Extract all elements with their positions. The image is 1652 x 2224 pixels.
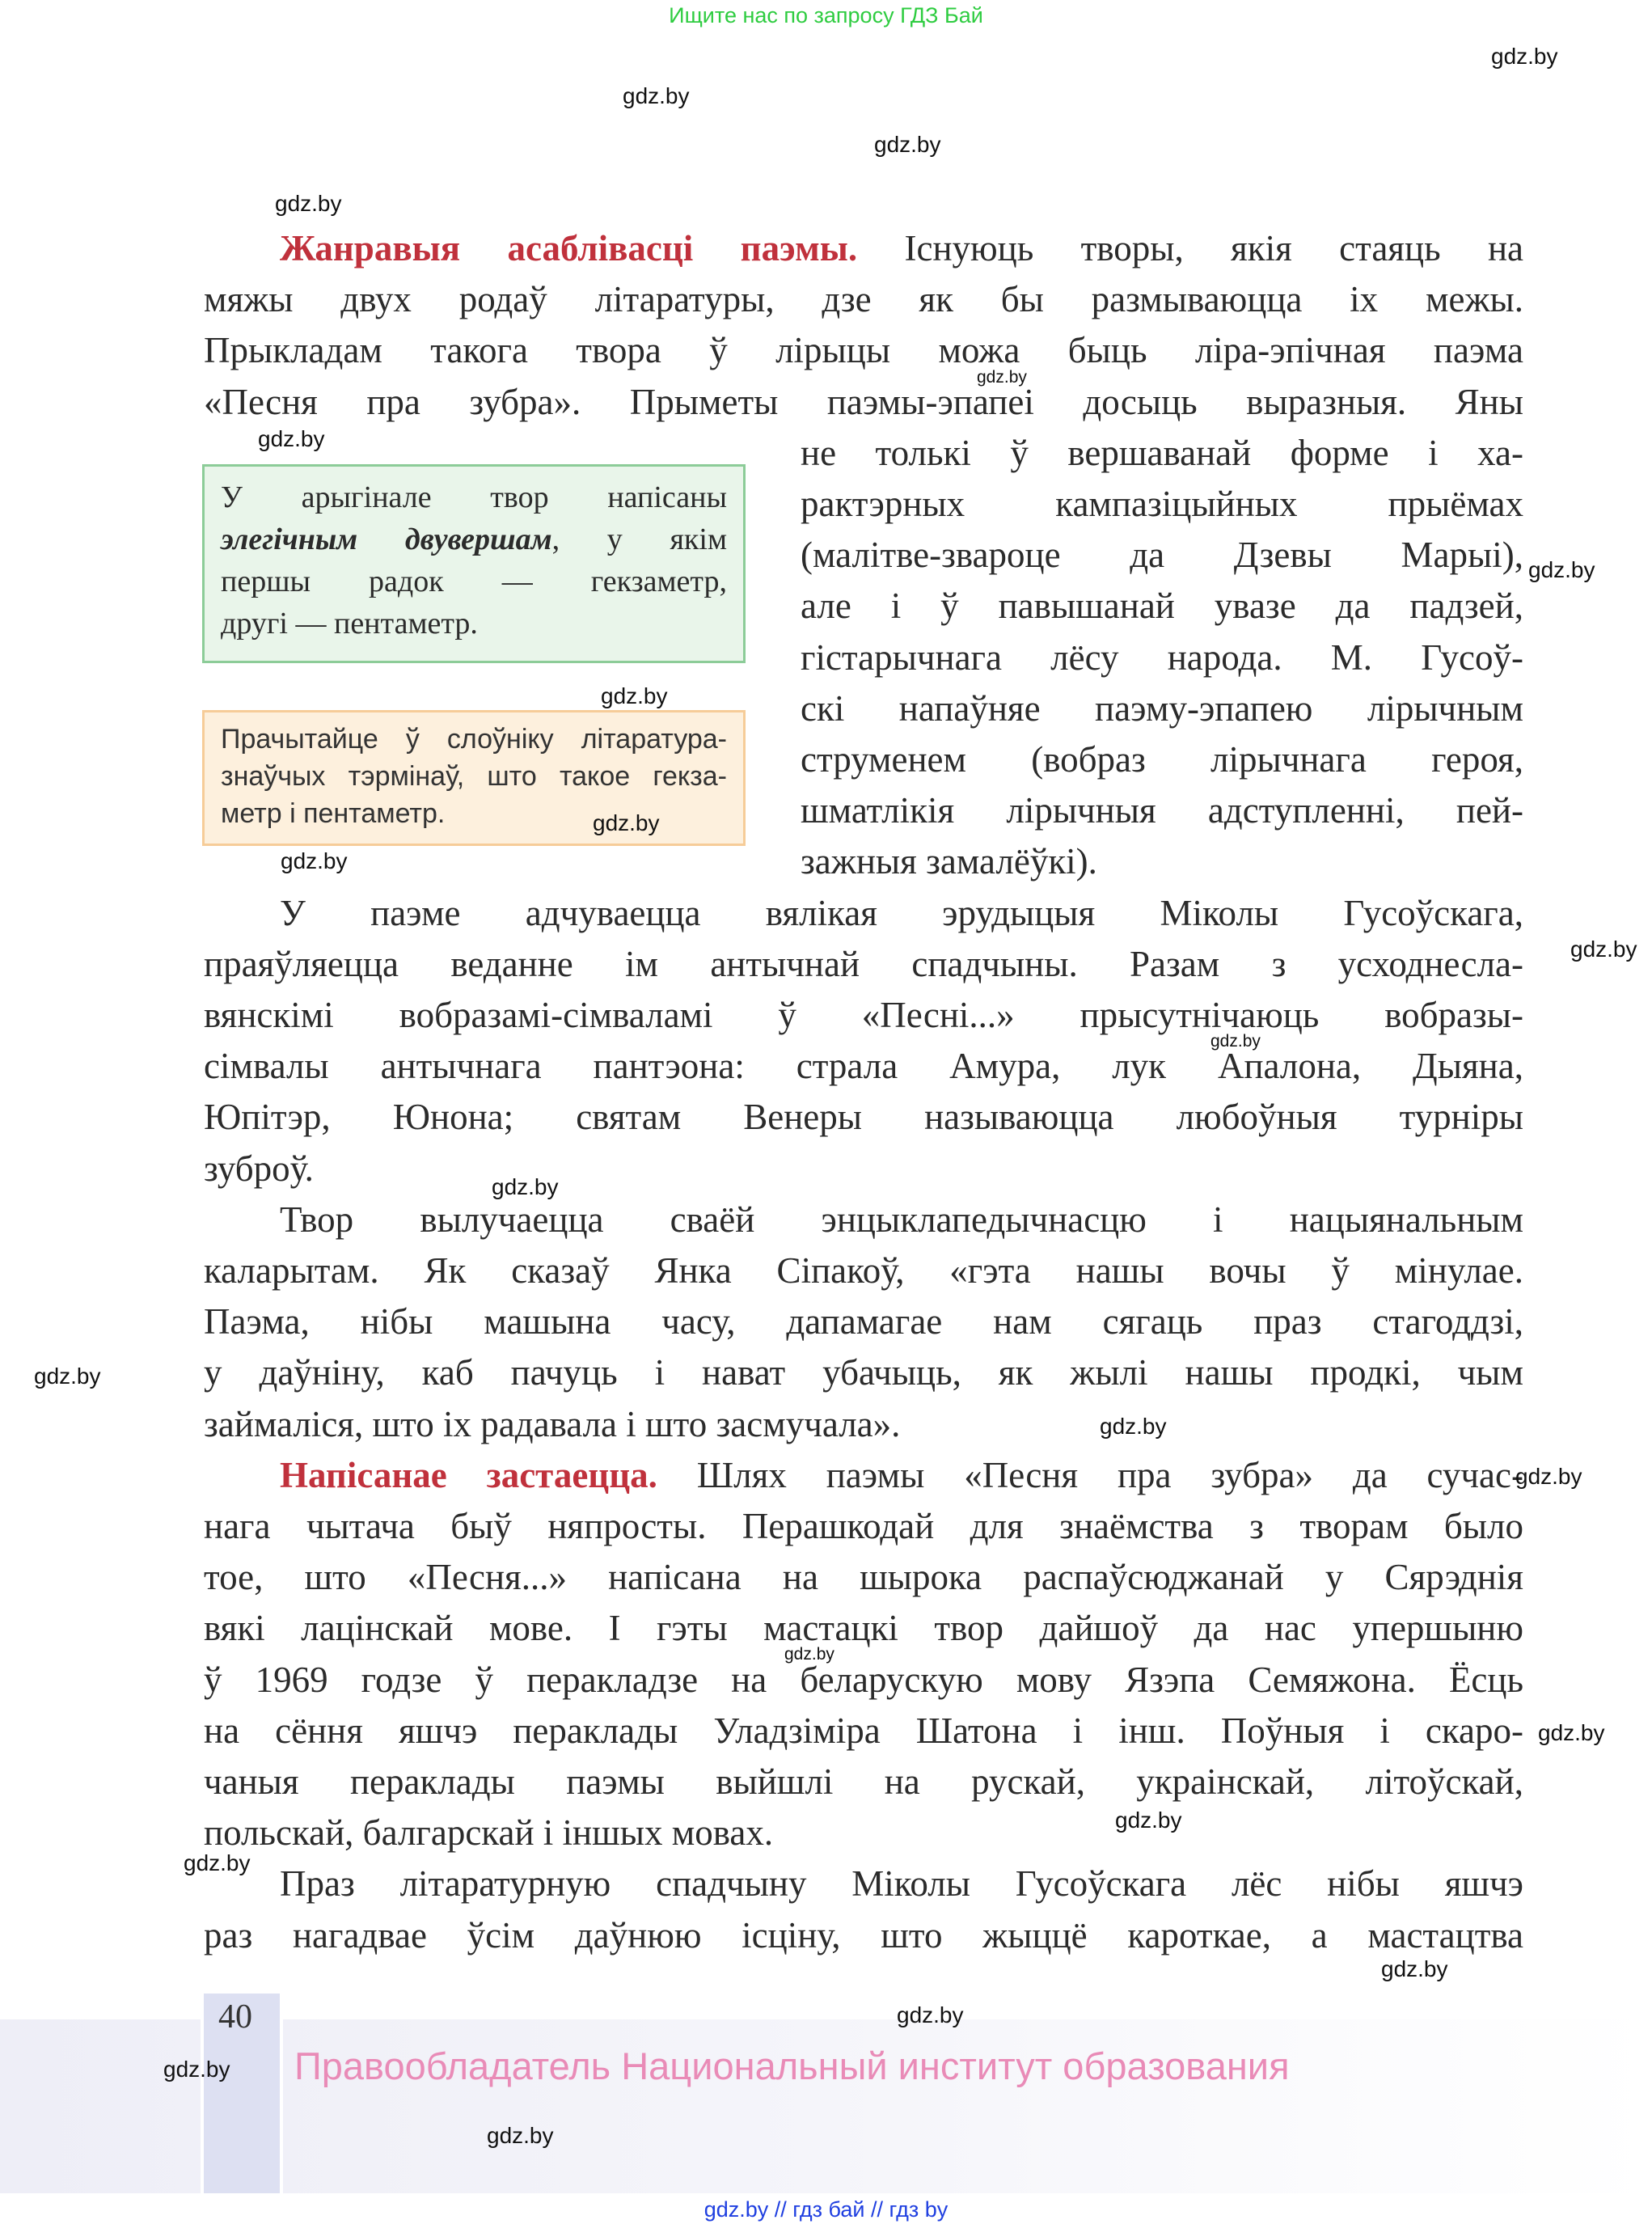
body-line xyxy=(801,632,1523,683)
body-line xyxy=(801,479,1523,530)
body-line xyxy=(801,836,1523,887)
watermark: gdz.by xyxy=(1210,1032,1261,1051)
watermark: gdz.by xyxy=(163,2057,230,2082)
body-line-text: шматлікія лірычныя адступленні, пей- xyxy=(801,790,1523,831)
body-line-text: струменем (вобраз лірычнага героя, xyxy=(801,739,1523,780)
body-line-text: рактэрных кампазіцыйных прыёмах xyxy=(801,484,1523,524)
body-line xyxy=(204,1245,1523,1296)
watermark: gdz.by xyxy=(487,2123,554,2148)
body-line xyxy=(204,1706,1523,1757)
body-line-text: Існуюць творы, якія стаяць на xyxy=(857,228,1524,268)
body-line xyxy=(280,1450,1523,1501)
watermark: gdz.by xyxy=(1528,557,1595,582)
task-line: знаўчых тэрмінаў, што такое гекза- xyxy=(221,761,727,792)
note-line xyxy=(221,518,727,560)
body-line-text: чаныя пераклады паэмы выйшлі на рускай, украінскай, літоўскай, xyxy=(204,1761,1523,1802)
watermark: gdz.by xyxy=(1100,1414,1167,1439)
body-line xyxy=(801,683,1523,734)
body-line xyxy=(204,1092,1523,1143)
body-line-text: займаліся, што іх радавала і што засмучала». xyxy=(204,1403,901,1444)
task-box xyxy=(202,710,746,846)
body-line xyxy=(204,1655,1523,1706)
body-line xyxy=(204,1552,1523,1603)
note-line: другі — пентаметр. xyxy=(221,607,478,641)
body-line-text: нага чытача быў няпросты. Перашкодай для знаёмства з творам было xyxy=(204,1506,1523,1546)
watermark: gdz.by xyxy=(1491,44,1558,69)
search-hint-link[interactable]: Ищите нас по запросу ГДЗ Бай xyxy=(669,3,983,27)
body-line-text: зуброў. xyxy=(204,1148,314,1189)
section-heading: Напісанае застаецца. xyxy=(280,1454,657,1495)
watermark: gdz.by xyxy=(34,1364,101,1389)
note-box xyxy=(202,464,746,663)
body-line-text: праяўляецца веданне ім антычнай спадчыны. Разам з усходнесла- xyxy=(204,943,1523,984)
watermark: gdz.by xyxy=(784,1645,834,1664)
watermark: gdz.by xyxy=(184,1850,251,1875)
copyright-notice: Правообладатель Национальный институт образования xyxy=(294,2044,1290,2087)
note-line: У арыгінале твор напісаны xyxy=(221,480,727,514)
body-line-text: вянскімі вобразамі-сімваламі ў «Песні...» прысутнічаюць вобразы- xyxy=(204,995,1523,1035)
body-line-text: Праз літаратурную спадчыну Міколы Гусоўскага лёс нібы яшчэ xyxy=(280,1863,1523,1905)
body-line-text: гістарычнага лёсу народа. М. Гусоў- xyxy=(801,636,1523,678)
body-line-text: тое, што «Песня...» напісана на шырока распаўсюджанай у Сярэднія xyxy=(204,1557,1523,1598)
note-term: элегічным двувершам xyxy=(221,522,552,556)
watermark: gdz.by xyxy=(601,683,668,708)
note-line: першы радок — гекзаметр, xyxy=(221,564,727,598)
body-line-text: У паэме адчуваецца вялікая эрудыцыя Міколы Гусоўскага, xyxy=(280,892,1523,933)
body-line xyxy=(204,1910,1523,1961)
body-line-text: вякі лацінскай мове. І гэты мастацкі твор дайшоў да нас упершыню xyxy=(204,1608,1523,1649)
body-line xyxy=(280,1194,1523,1245)
page-number: 40 xyxy=(218,1998,252,2036)
body-line xyxy=(204,1757,1523,1808)
body-line-text: у даўніну, каб пачуць і нават убачыць, як жылі нашы продкі, чым xyxy=(204,1352,1523,1393)
body-line-text: Паэма, нібы машына часу, дапамагае нам сягаць праз стагоддзі, xyxy=(204,1301,1523,1342)
body-line-text: скі напаўняе паэму-эпапею лірычным xyxy=(801,687,1523,729)
body-line-text: не толькі ў вершаванай форме і ха- xyxy=(801,432,1523,473)
watermark: gdz.by xyxy=(977,368,1027,387)
watermark: gdz.by xyxy=(1115,1808,1182,1833)
watermark: gdz.by xyxy=(1515,1464,1582,1489)
watermark: gdz.by xyxy=(623,83,690,108)
watermark: gdz.by xyxy=(492,1174,559,1199)
body-line xyxy=(204,1041,1523,1092)
body-line xyxy=(204,377,1523,428)
body-line xyxy=(204,1296,1523,1347)
task-line: Прачытайце ў слоўніку літаратура- xyxy=(221,724,727,755)
body-line xyxy=(204,325,1523,376)
task-line: метр і пентаметр. xyxy=(221,798,446,829)
watermark: gdz.by xyxy=(281,848,348,873)
body-line xyxy=(280,223,1523,274)
body-line xyxy=(801,581,1523,632)
body-line-text: на сёння яшчэ пераклады Уладзіміра Шатона і інш. Поўныя і скаро- xyxy=(204,1710,1523,1751)
body-line xyxy=(280,1858,1523,1909)
body-line-text: Юпітэр, Юнона; святам Венеры называюцца любоўныя турніры xyxy=(204,1097,1523,1138)
body-line-text: каларытам. Як сказаў Янка Сіпакоў, «гэта нашы вочы ў мінулае. xyxy=(204,1250,1523,1291)
watermark: gdz.by xyxy=(1538,1720,1605,1745)
body-line-text: сімвалы антычнага пантэона: страла Амура, лук Апалона, Дыяна, xyxy=(204,1046,1523,1087)
bottom-links[interactable]: gdz.by // гдз бай // гдз by xyxy=(703,2197,949,2222)
body-line xyxy=(801,428,1523,479)
body-line-text: мяжы двух родаў літаратуры, дзе як бы размываюцца іх межы. xyxy=(204,279,1523,320)
body-line-text: польскай, балгарскай і іншых мовах. xyxy=(204,1812,774,1854)
body-line xyxy=(280,888,1523,939)
watermark: gdz.by xyxy=(874,132,941,157)
body-line xyxy=(204,1399,1523,1450)
body-line xyxy=(204,1603,1523,1654)
body-line-text: ў 1969 годзе ў перакладзе на беларускую мову Язэпа Семяжона. Ёсць xyxy=(204,1659,1523,1700)
body-line-text: Твор вылучаецца сваёй энцыклапедычнасцю і нацыянальным xyxy=(280,1199,1523,1240)
body-line-text: раз нагадвае ўсім даўнюю ісціну, што жыццё кароткае, а мастацтва xyxy=(204,1914,1523,1956)
watermark: gdz.by xyxy=(1570,937,1637,962)
watermark: gdz.by xyxy=(593,810,660,835)
body-line-text: але і ў павышанай увазе да падзей, xyxy=(801,586,1523,627)
body-line xyxy=(204,1501,1523,1552)
watermark: gdz.by xyxy=(1381,1956,1448,1981)
body-line-text: «Песня пра зубра». Прыметы паэмы-эпапеі досыць выразныя. Яны xyxy=(204,381,1523,422)
body-line xyxy=(801,530,1523,581)
body-line-text: (малітве-звароце да Дзевы Марыі), xyxy=(801,535,1523,576)
body-line xyxy=(204,939,1523,990)
body-line-text: зажныя замалёўкі). xyxy=(801,841,1097,882)
watermark: gdz.by xyxy=(897,2002,964,2027)
section-heading: Жанравыя асаблівасці паэмы. xyxy=(280,228,858,268)
body-line xyxy=(204,1347,1523,1398)
body-line xyxy=(204,990,1523,1041)
note-text: , у якім xyxy=(551,522,727,556)
body-line xyxy=(801,734,1523,785)
body-line xyxy=(204,1808,1523,1858)
body-line xyxy=(204,1144,1523,1194)
watermark: gdz.by xyxy=(275,191,342,216)
body-line-text: Шлях паэмы «Песня пра зубра» да сучас- xyxy=(657,1454,1523,1495)
body-line xyxy=(801,785,1523,836)
body-line xyxy=(204,274,1523,325)
body-line-text: Прыкладам такога твора ў лірыцы можа быць ліра-эпічная паэма xyxy=(204,330,1523,371)
watermark: gdz.by xyxy=(258,426,325,451)
